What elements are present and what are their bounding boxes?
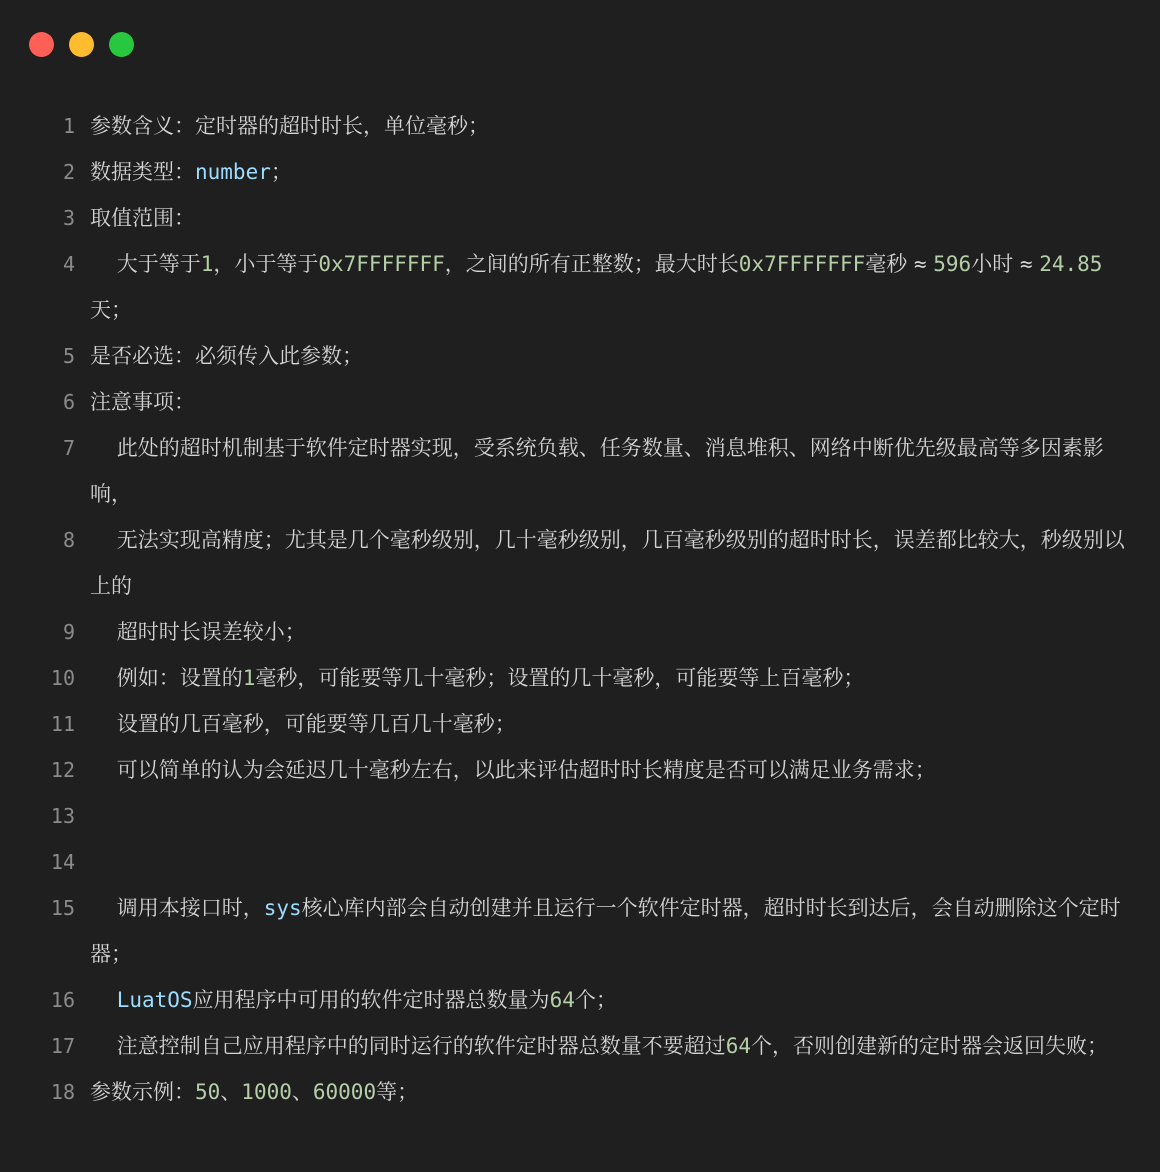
text-token: 可以简单的认为会延迟几十毫秒左右，以此来评估超时时长精度是否可以满足业务需求； bbox=[90, 758, 936, 782]
line-text bbox=[90, 885, 1140, 977]
text-token: 小时 bbox=[971, 252, 1020, 276]
text-token: 超时时长误差较小； bbox=[90, 620, 306, 644]
line-text bbox=[90, 195, 1140, 241]
line-number: 17 bbox=[50, 1034, 75, 1058]
number-token: 50 bbox=[195, 1080, 221, 1104]
text-token: 应用程序中可用的软件定时器总数量为 bbox=[192, 988, 550, 1012]
text-token: 是否必选：必须传入此参数； bbox=[90, 344, 363, 368]
code-line bbox=[0, 747, 1160, 793]
text-token: ≈ bbox=[1019, 252, 1033, 276]
text-token: 此处的超时机制基于软件定时器实现，受系统负载、任务数量、消息堆积、网络中断优先级最高等多因素影响， bbox=[90, 436, 1104, 506]
line-number: 6 bbox=[62, 390, 75, 414]
line-text bbox=[90, 747, 1140, 793]
minimize-button[interactable] bbox=[69, 32, 94, 57]
line-text bbox=[90, 379, 1140, 425]
line-text bbox=[90, 241, 1140, 333]
number-token: 0x7FFFFFFF bbox=[738, 252, 866, 276]
line-text bbox=[90, 655, 1140, 701]
line-text bbox=[90, 609, 1140, 655]
text-token: ，之间的所有正整数；最大时长 bbox=[444, 252, 739, 276]
line-number: 9 bbox=[62, 620, 75, 644]
line-text bbox=[90, 333, 1140, 379]
text-token: 注意控制自己应用程序中的同时运行的软件定时器总数量不要超过 bbox=[90, 1034, 726, 1058]
line-text bbox=[90, 977, 1140, 1023]
code-line bbox=[0, 1069, 1160, 1115]
line-number: 10 bbox=[50, 666, 75, 690]
text-token: ≈ bbox=[913, 252, 927, 276]
number-token: 1 bbox=[200, 252, 214, 276]
code-line bbox=[0, 195, 1160, 241]
line-number: 2 bbox=[62, 160, 75, 184]
text-token: 大于等于 bbox=[90, 252, 201, 276]
number-token: 64 bbox=[725, 1034, 751, 1058]
maximize-button[interactable] bbox=[109, 32, 134, 57]
code-line bbox=[0, 885, 1160, 977]
text-token: 调用本接口时， bbox=[90, 896, 264, 920]
text-token: 天； bbox=[90, 298, 132, 322]
number-token: 1 bbox=[242, 666, 256, 690]
line-number: 15 bbox=[50, 896, 75, 920]
text-token: 个，否则创建新的定时器会返回失败； bbox=[751, 1034, 1108, 1058]
text-token: 毫秒，可能要等几十毫秒；设置的几十毫秒，可能要等上百毫秒； bbox=[255, 666, 865, 690]
text-token: 毫秒 bbox=[865, 252, 914, 276]
code-line bbox=[0, 609, 1160, 655]
title-bar bbox=[0, 0, 1160, 80]
line-text bbox=[90, 839, 1140, 885]
line-number: 18 bbox=[50, 1080, 75, 1104]
code-line bbox=[0, 839, 1160, 885]
line-text bbox=[90, 1023, 1140, 1069]
code-line bbox=[0, 977, 1160, 1023]
text-token: 等； bbox=[376, 1080, 419, 1104]
line-number: 5 bbox=[62, 344, 75, 368]
text-token: 设置的几百毫秒，可能要等几百几十毫秒； bbox=[90, 712, 516, 736]
line-number: 3 bbox=[62, 206, 75, 230]
code-line bbox=[0, 149, 1160, 195]
line-number: 14 bbox=[50, 850, 75, 874]
line-number: 7 bbox=[62, 436, 75, 460]
line-text bbox=[90, 517, 1140, 609]
text-token: 核心库内部会自动创建并且运行一个软件定时器，超时时长到达后，会自动删除这个定时器； bbox=[90, 896, 1121, 966]
line-number: 1 bbox=[62, 114, 75, 138]
text-token: 无法实现高精度；尤其是几个毫秒级别，几十毫秒级别，几百毫秒级别的超时时长，误差都比较大，秒级别以上的 bbox=[90, 528, 1125, 598]
code-line bbox=[0, 379, 1160, 425]
number-token: 0x7FFFFFFF bbox=[318, 252, 445, 276]
text-token: 参数示例： bbox=[90, 1080, 195, 1104]
text-token bbox=[90, 988, 117, 1012]
code-block bbox=[0, 103, 1160, 1115]
text-token: ； bbox=[270, 160, 292, 184]
number-token: 24.85 bbox=[1039, 252, 1103, 276]
line-text bbox=[90, 103, 1140, 149]
line-text bbox=[90, 425, 1140, 517]
identifier-token: number bbox=[195, 160, 271, 184]
code-line bbox=[0, 701, 1160, 747]
code-line bbox=[0, 1023, 1160, 1069]
close-button[interactable] bbox=[29, 32, 54, 57]
identifier-token: sys bbox=[263, 896, 302, 920]
text-token: 注意事项： bbox=[90, 390, 195, 414]
text-token: 个； bbox=[574, 988, 617, 1012]
code-line bbox=[0, 517, 1160, 609]
text-token: 例如：设置的 bbox=[90, 666, 243, 690]
text-token: 、 bbox=[291, 1080, 313, 1104]
line-text bbox=[90, 1069, 1140, 1115]
code-line bbox=[0, 333, 1160, 379]
code-line bbox=[0, 793, 1160, 839]
line-number: 8 bbox=[62, 528, 75, 552]
line-text bbox=[90, 701, 1140, 747]
code-line bbox=[0, 655, 1160, 701]
identifier-token: LuatOS bbox=[116, 988, 193, 1012]
line-number: 16 bbox=[50, 988, 75, 1012]
code-line bbox=[0, 103, 1160, 149]
line-number: 13 bbox=[50, 804, 75, 828]
number-token: 60000 bbox=[312, 1080, 377, 1104]
number-token: 596 bbox=[933, 252, 972, 276]
code-line bbox=[0, 425, 1160, 517]
number-token: 64 bbox=[549, 988, 575, 1012]
line-number: 4 bbox=[62, 252, 75, 276]
line-text bbox=[90, 149, 1140, 195]
code-line bbox=[0, 241, 1160, 333]
line-number: 11 bbox=[50, 712, 75, 736]
line-text bbox=[90, 793, 1140, 839]
text-token: 、 bbox=[220, 1080, 242, 1104]
text-token: ，小于等于 bbox=[213, 252, 319, 276]
number-token: 1000 bbox=[241, 1080, 292, 1104]
text-token: 数据类型： bbox=[90, 160, 195, 184]
text-token: 参数含义：定时器的超时时长，单位毫秒； bbox=[90, 114, 489, 138]
text-token: 取值范围： bbox=[90, 206, 195, 230]
line-number: 12 bbox=[50, 758, 75, 782]
